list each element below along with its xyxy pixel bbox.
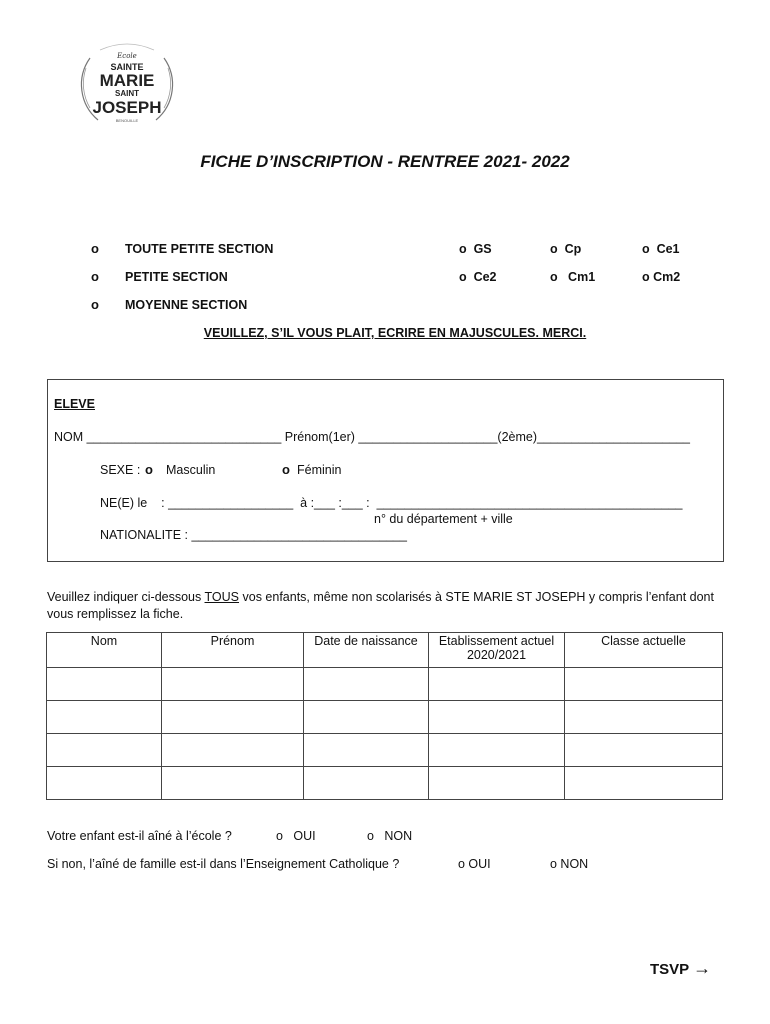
label-masculin: Masculin: [166, 463, 216, 477]
table-cell[interactable]: [47, 734, 162, 767]
label-feminin: Féminin: [297, 463, 342, 477]
table-cell[interactable]: [429, 767, 565, 800]
checkbox-masculin[interactable]: o: [145, 462, 153, 477]
table-cell[interactable]: [304, 668, 429, 701]
col-date-naissance: Date de naissance: [304, 633, 429, 668]
table-cell[interactable]: [162, 767, 304, 800]
option-ce1[interactable]: o Ce1: [642, 242, 680, 256]
logo-text-town: BENOUILLE: [115, 118, 139, 123]
uppercase-notice: VEUILLEZ, S’IL VOUS PLAIT, ECRIRE EN MAJUSCULES. MERCI.: [203, 326, 587, 340]
checkbox-ps[interactable]: o: [91, 269, 99, 284]
checkbox-ms[interactable]: o: [91, 297, 99, 312]
col-etablissement: Etablissement actuel 2020/2021: [429, 633, 565, 668]
table-cell[interactable]: [565, 734, 723, 767]
logo-text-sainte: SAINTE: [110, 62, 144, 72]
table-cell[interactable]: [565, 767, 723, 800]
table-cell[interactable]: [429, 701, 565, 734]
table-cell[interactable]: [565, 668, 723, 701]
nationality-field[interactable]: NATIONALITE : _______________________________: [100, 528, 407, 542]
question-eldest-school: Votre enfant est-il aîné à l’école ?: [47, 829, 232, 843]
school-logo: [72, 40, 182, 132]
col-nom: Nom: [47, 633, 162, 668]
table-row: [47, 701, 723, 734]
option-eldest-no[interactable]: o NON: [367, 829, 413, 843]
col-classe: Classe actuelle: [565, 633, 723, 668]
option-cm2[interactable]: o Cm2: [642, 270, 681, 284]
table-row: [47, 767, 723, 800]
department-hint: n° du département + ville: [374, 512, 513, 526]
option-gs[interactable]: o GS: [459, 242, 492, 256]
table-header-row: [47, 633, 723, 668]
table-cell[interactable]: [304, 701, 429, 734]
option-ce2[interactable]: o Ce2: [459, 270, 497, 284]
table-cell[interactable]: [47, 701, 162, 734]
logo-text-marie: MARIE: [99, 71, 155, 90]
logo-text-joseph: JOSEPH: [92, 98, 162, 117]
label-ms: MOYENNE SECTION: [125, 298, 248, 312]
table-cell[interactable]: [162, 668, 304, 701]
table-cell[interactable]: [47, 668, 162, 701]
checkbox-feminin[interactable]: o: [282, 462, 290, 477]
table-row: [47, 734, 723, 767]
student-heading: ELEVE: [54, 397, 95, 411]
logo-text-ecole: Ecole: [117, 52, 137, 60]
option-catholic-yes[interactable]: o OUI: [458, 857, 491, 871]
tsvp-label: TSVP: [650, 961, 689, 978]
children-intro: Veuillez indiquer ci-dessous TOUS vos enfants, même non scolarisés à STE MARIE ST JOSEPH y compris l’enfant dont vous remplissez la fiche.: [47, 590, 714, 621]
col-prenom: Prénom: [162, 633, 304, 668]
option-eldest-yes[interactable]: o OUI: [276, 829, 316, 843]
arrow-right-icon: →: [693, 958, 712, 978]
name-fields-line[interactable]: NOM ____________________________ Prénom(1er) ____________________(2ème)______________________: [54, 430, 690, 444]
question-eldest-catholic: Si non, l’aîné de famille est-il dans l’Enseignement Catholique ?: [47, 857, 400, 871]
table-cell[interactable]: [304, 734, 429, 767]
sex-label: SEXE :: [100, 463, 141, 477]
table-row: [47, 668, 723, 701]
children-table: [46, 632, 723, 800]
table-cell[interactable]: [429, 734, 565, 767]
emphasis-tous: TOUS: [204, 590, 240, 604]
table-cell[interactable]: [429, 668, 565, 701]
option-cp[interactable]: o Cp: [550, 242, 582, 256]
table-cell[interactable]: [304, 767, 429, 800]
option-cm1[interactable]: o Cm1: [550, 270, 596, 284]
logo-text-saint: SAINT: [115, 89, 139, 98]
option-catholic-no[interactable]: o NON: [550, 857, 589, 871]
birth-fields-line[interactable]: NE(E) le : __________________ à :___ :___ : ____________________________________________: [100, 496, 683, 510]
form-title: FICHE D’INSCRIPTION - RENTREE 2021- 2022: [200, 152, 570, 171]
label-tps: TOUTE PETITE SECTION: [125, 242, 274, 256]
table-cell[interactable]: [47, 767, 162, 800]
table-cell[interactable]: [565, 701, 723, 734]
table-cell[interactable]: [162, 734, 304, 767]
checkbox-tps[interactable]: o: [91, 241, 99, 256]
table-cell[interactable]: [162, 701, 304, 734]
label-ps: PETITE SECTION: [125, 270, 228, 284]
turn-over-note: [650, 958, 711, 979]
